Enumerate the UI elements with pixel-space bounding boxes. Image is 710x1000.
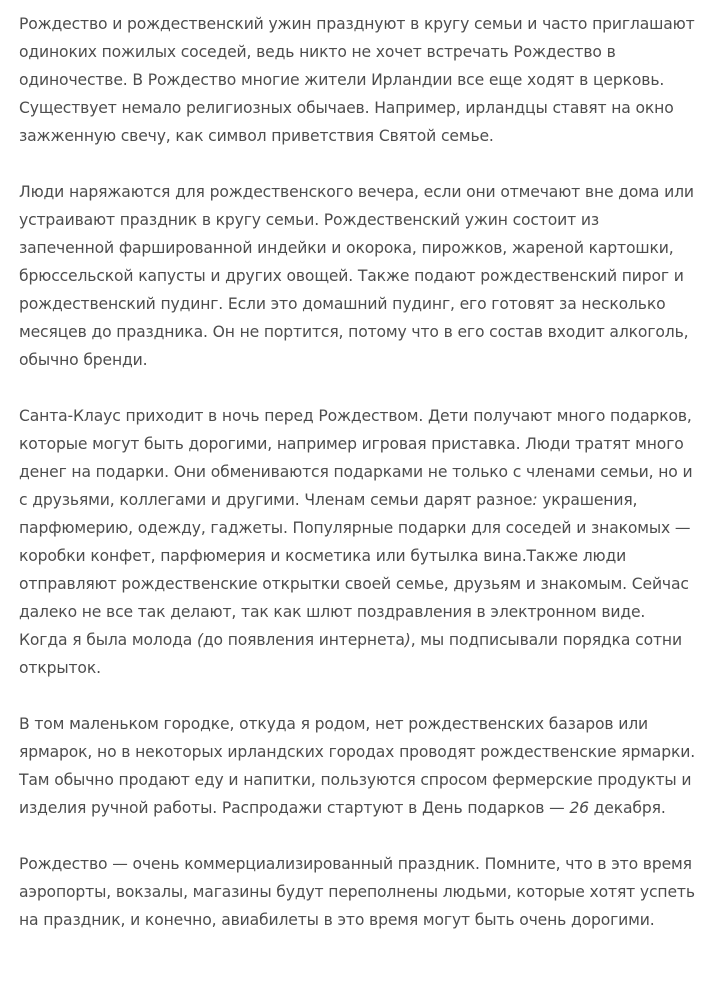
italic-colon: :: [532, 491, 538, 509]
paragraph: [19, 710, 696, 822]
italic-open-paren: (: [196, 631, 203, 649]
paragraph-text: до появления интернета: [202, 631, 405, 649]
paragraph-text: Санта-Клаус приходит в ночь перед Рождеством. Дети получают много подарков, которые могут быть дорогими, например игровая приставка. Люди тратят много денег на подарки. Они обмениваются подарками не только с членами семьи, но и с друзьями, коллегами и другими. Членам семьи дарят разное: [19, 407, 693, 509]
paragraph: [19, 10, 696, 150]
paragraph: [19, 178, 696, 374]
paragraph-text: Рождество — очень коммерциализированный праздник. Помните, что в это время аэропорты, вокзалы, магазины будут переполнены людьми, которые хотят успеть на праздник, и конечно, авиабилеты в это время могут быть очень дорогими.: [19, 855, 695, 929]
paragraph-text: украшения, парфюмерию, одежду, гаджеты. Популярные подарки для соседей и знакомых — коробки конфет, парфюмерия и косметика или бутылка вина.Также люди отправляют рождественские открытки своей семье, друзьям и знакомым. Сейчас далеко не все так делают, так как шлют поздравления в электронном виде. Когда я была молода: [19, 491, 691, 649]
italic-close-paren: ): [404, 631, 411, 649]
paragraph-text: декабря.: [588, 799, 666, 817]
paragraph: [19, 850, 696, 934]
paragraph: [19, 402, 696, 682]
paragraph-text: В том маленьком городке, откуда я родом, нет рождественских базаров или ярмарок, но в некоторых ирландских городах проводят рождественские ярмарки. Там обычно продают еду и напитки, пользуются спросом фермерские продукты и изделия ручной работы. Распродажи стартуют в День подарков: [19, 715, 696, 817]
italic-date: — 26: [549, 799, 589, 817]
paragraph-text: Люди наряжаются для рождественского вечера, если они отмечают вне дома или устраивают праздник в кругу семьи. Рождественский ужин состоит из запеченной фаршированной индейки и окорока, пирожков, жареной картошки, брюссельской капусты и других овощей. Также подают рождественский пирог и рождественский пудинг. Если это домашний пудинг, его готовят за несколько месяцев до праздника. Он не портится, потому что в его состав входит алкоголь, обычно бренди.: [19, 183, 694, 369]
paragraph-text: Рождество и рождественский ужин празднуют в кругу семьи и часто приглашают одиноких пожилых соседей, ведь никто не хочет встречать Рождество в одиночестве. В Рождество многие жители Ирландии все еще ходят в церковь. Существует немало религиозных обычаев. Например, ирландцы ставят на окно зажженную свечу, как символ приветствия Святой семье.: [19, 15, 695, 145]
paragraph-text: , мы подписывали порядка сотни открыток.: [19, 631, 682, 677]
